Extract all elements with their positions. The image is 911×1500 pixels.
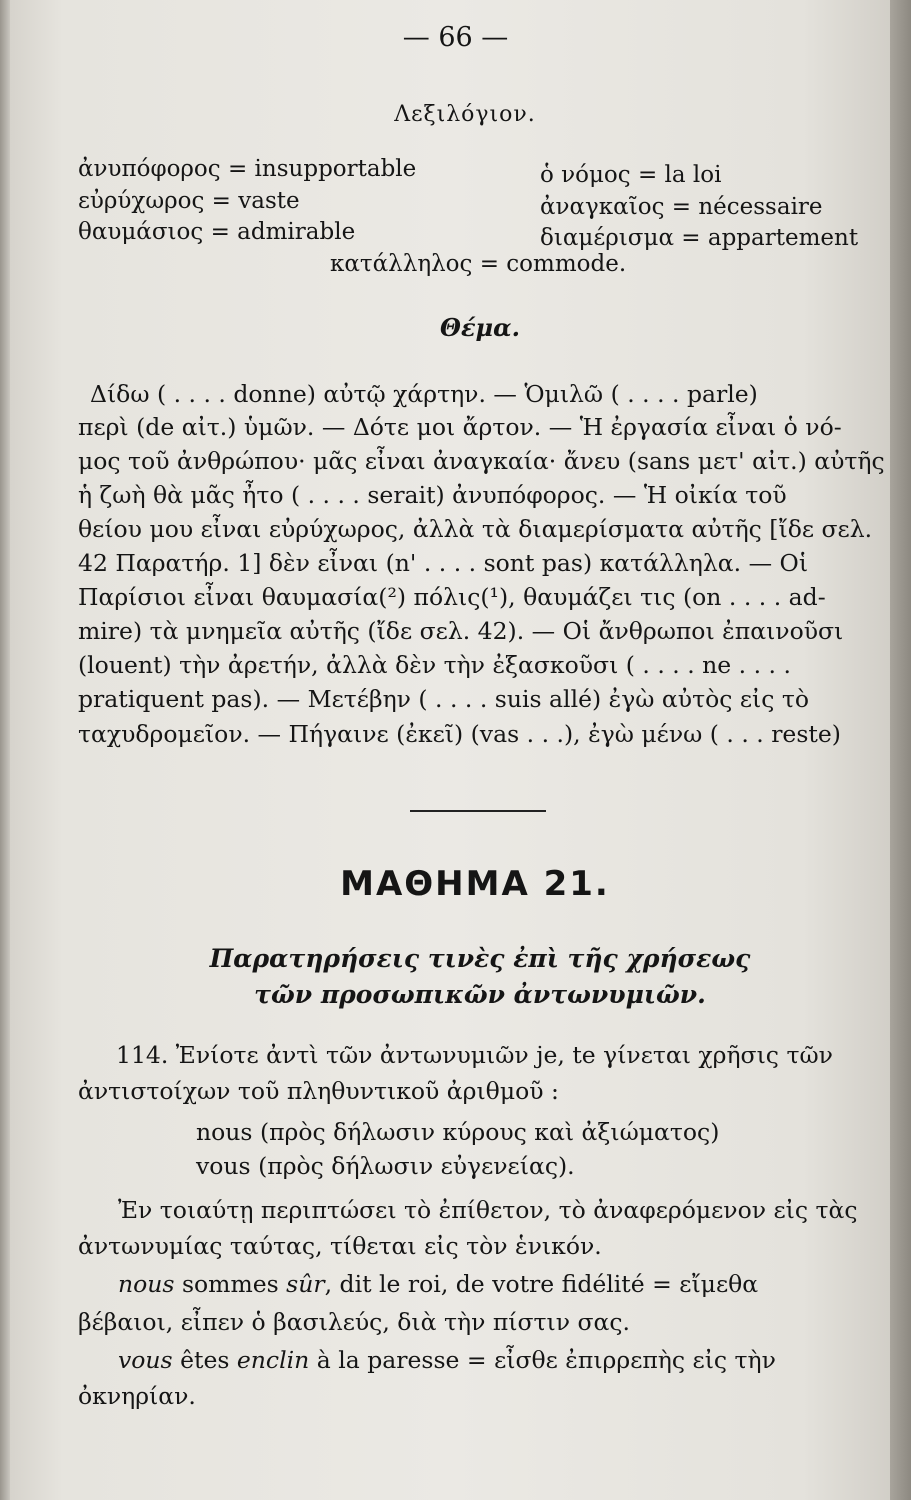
exercise-line-4: ἡ ζωὴ θὰ μᾶς ἦτο ( . . . . serait) ἀνυπόφορος. — Ἡ οἰκία τοῦ bbox=[78, 481, 787, 509]
indent-vous: vous (πρὸς δήλωσιν εὐγενείας). bbox=[196, 1152, 575, 1180]
example-2-vous: vous bbox=[118, 1346, 173, 1374]
page-number: — 66 — bbox=[402, 22, 509, 53]
binding-shadow bbox=[0, 0, 10, 1500]
vocab-right-1: ὁ νόμος = la loi bbox=[540, 162, 722, 188]
indent-nous: nous (πρὸς δήλωσιν κύρους καὶ ἀξιώματος) bbox=[196, 1118, 720, 1146]
example-1-text-b: , dit le roi, de votre fidélité = εἴμεθα bbox=[324, 1270, 759, 1298]
vocab-center: κατάλληλος = commode. bbox=[330, 251, 627, 277]
exercise-line-11: ταχυδρομεῖον. — Πήγαινε (ἐκεῖ) (vas . . .), ἐγὼ μένω ( . . . reste) bbox=[78, 720, 841, 748]
example-1-nous: nous bbox=[118, 1270, 175, 1298]
exercise-line-1: Δίδω ( . . . . donne) αὐτῷ χάρτην. — Ὁμιλῶ ( . . . . parle) bbox=[90, 380, 758, 408]
exercise-line-9: (louent) τὴν ἀρετήν, ἀλλὰ δὲν τὴν ἐξασκοῦσι ( . . . . ne . . . . bbox=[78, 651, 791, 679]
para-rule-line-1: Ἐν τοιαύτῃ περιπτώσει τὸ ἐπίθετον, τὸ ἀναφερόμενον εἰς τὰς bbox=[118, 1196, 858, 1224]
example-2-enclin: enclin bbox=[236, 1346, 310, 1374]
vocabulary-title: Λεξιλόγιον. bbox=[394, 102, 536, 127]
lesson-subtitle-2: τῶν προσωπικῶν ἀντωνυμιῶν. bbox=[254, 980, 706, 1009]
para-rule-line-2: ἀντωνυμίας ταύτας, τίθεται εἰς τὸν ἑνικόν. bbox=[78, 1232, 602, 1260]
vocab-left-3: θαυμάσιος = admirable bbox=[78, 219, 356, 245]
exercise-line-6: 42 Παρατήρ. 1] δὲν εἶναι (n' . . . . sont pas) κατάλληλα. — Οἱ bbox=[78, 549, 809, 577]
vocab-left-2: εὐρύχωρος = vaste bbox=[78, 188, 300, 214]
example-2-text-a: êtes bbox=[172, 1346, 237, 1374]
exercise-line-10: pratiquent pas). — Μετέβην ( . . . . suis allé) ἐγὼ αὐτὸς εἰς τὸ bbox=[78, 685, 810, 713]
para-114-line-1: 114. Ἐνίοτε ἀντὶ τῶν ἀντωνυμιῶν je, te γίνεται χρῆσις τῶν bbox=[116, 1041, 833, 1069]
vocab-left-1: ἀνυπόφορος = insupportable bbox=[78, 156, 417, 182]
example-2-line-2: ὀκνηρίαν. bbox=[78, 1382, 196, 1410]
example-2-text-b: à la paresse = εἶσθε ἐπιρρεπὴς εἰς τὴν bbox=[309, 1346, 776, 1374]
example-2-line-1 bbox=[118, 1346, 776, 1374]
para-114-line-2: ἀντιστοίχων τοῦ πληθυντικοῦ ἀριθμοῦ : bbox=[78, 1077, 559, 1105]
lesson-subtitle-1: Παρατηρήσεις τινὲς ἐπὶ τῆς χρήσεως bbox=[209, 944, 751, 973]
example-1-text-a: sommes bbox=[174, 1270, 287, 1298]
section-divider bbox=[410, 810, 546, 812]
example-1-line-2: βέβαιοι, εἶπεν ὁ βασιλεύς, διὰ τὴν πίστιν σας. bbox=[78, 1308, 631, 1336]
page-edge bbox=[890, 0, 911, 1500]
example-1-sur: sûr bbox=[286, 1270, 325, 1298]
exercise-line-7: Παρίσιοι εἶναι θαυμασία(²) πόλις(¹), θαυμάζει τις (on . . . . ad- bbox=[78, 583, 826, 611]
exercise-line-3: μος τοῦ ἀνθρώπου· μᾶς εἶναι ἀναγκαία· ἄνευ (sans μετ' αἰτ.) αὐτῆς bbox=[78, 447, 885, 475]
vocab-right-2: ἀναγκαῖος = nécessaire bbox=[540, 194, 823, 220]
example-1-line-1 bbox=[118, 1270, 758, 1298]
exercise-line-5: θείου μου εἶναι εὐρύχωρος, ἀλλὰ τὰ διαμερίσματα αὐτῆς [ἴδε σελ. bbox=[78, 515, 873, 543]
lesson-heading: ΜΑΘΗΜΑ 21. bbox=[340, 864, 610, 904]
exercise-title: Θέμα. bbox=[440, 313, 520, 342]
exercise-line-2: περὶ (de αἰτ.) ὑμῶν. — Δότε μοι ἄρτον. — Ἡ ἐργασία εἶναι ὁ νό- bbox=[78, 413, 842, 441]
exercise-line-8: mire) τὰ μνημεῖα αὐτῆς (ἴδε σελ. 42). — Οἱ ἄνθρωποι ἐπαινοῦσι bbox=[78, 617, 844, 645]
vocab-right-3: διαμέρισμα = appartement bbox=[540, 225, 859, 251]
